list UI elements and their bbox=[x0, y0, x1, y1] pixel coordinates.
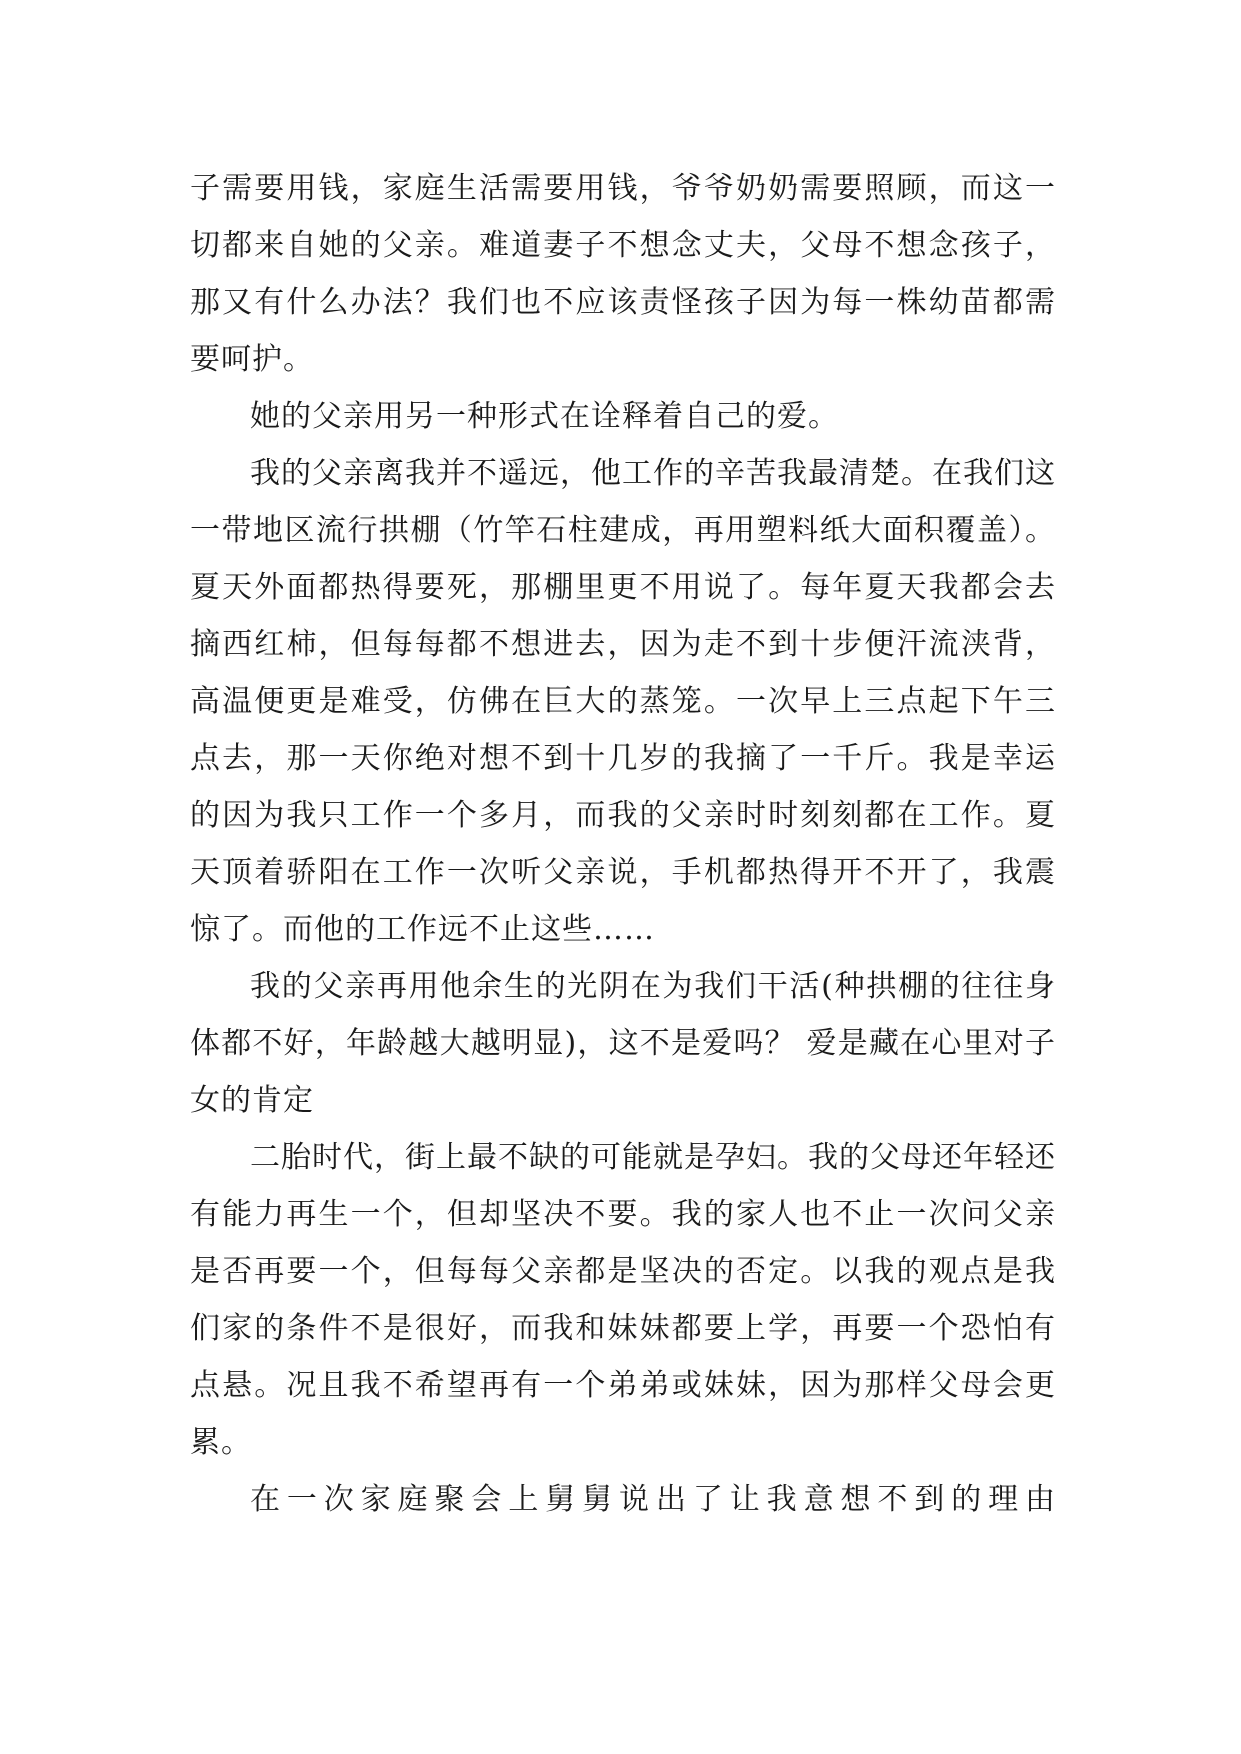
paragraph-4: 我的父亲再用他余生的光阴在为我们干活(种拱棚的往往身体都不好，年龄越大越明显)，这不是爱吗？ 爱是藏在心里对子女的肯定 bbox=[190, 969, 1056, 1118]
document-body bbox=[190, 160, 1056, 1528]
paragraph-5: 二胎时代，街上最不缺的可能就是孕妇。我的父母还年轻还有能力再生一个，但却坚决不要。我的家人也不止一次问父亲是否再要一个，但每每父亲都是坚决的否定。以我的观点是我们家的条件不是很好，而我和妹妹都要上学，再要一个恐怕有点悬。况且我不希望再有一个弟弟或妹妹，因为那样父母会更累。 bbox=[190, 1140, 1056, 1460]
paragraph-2: 她的父亲用另一种形式在诠释着自己的爱。 bbox=[250, 399, 839, 434]
paragraph-6: 在一次家庭聚会上舅舅说出了让我意想不到的理由 bbox=[250, 1482, 1056, 1517]
paragraph-3: 我的父亲离我并不遥远，他工作的辛苦我最清楚。在我们这一带地区流行拱棚（竹竿石柱建成，再用塑料纸大面积覆盖）。夏天外面都热得要死，那棚里更不用说了。每年夏天我都会去摘西红柿，但每每都不想进去，因为走不到十步便汗流浃背，高温便更是难受，仿佛在巨大的蒸笼。一次早上三点起下午三点去，那一天你绝对想不到十几岁的我摘了一千斤。我是幸运的因为我只工作一个多月，而我的父亲时时刻刻都在工作。夏天顶着骄阳在工作一次听父亲说，手机都热得开不开了，我震惊了。而他的工作远不止这些…… bbox=[190, 456, 1056, 947]
paragraph-1: 子需要用钱，家庭生活需要用钱，爷爷奶奶需要照顾，而这一切都来自她的父亲。难道妻子不想念丈夫，父母不想念孩子，那又有什么办法？我们也不应该责怪孩子因为每一株幼苗都需要呵护。 bbox=[190, 171, 1056, 377]
